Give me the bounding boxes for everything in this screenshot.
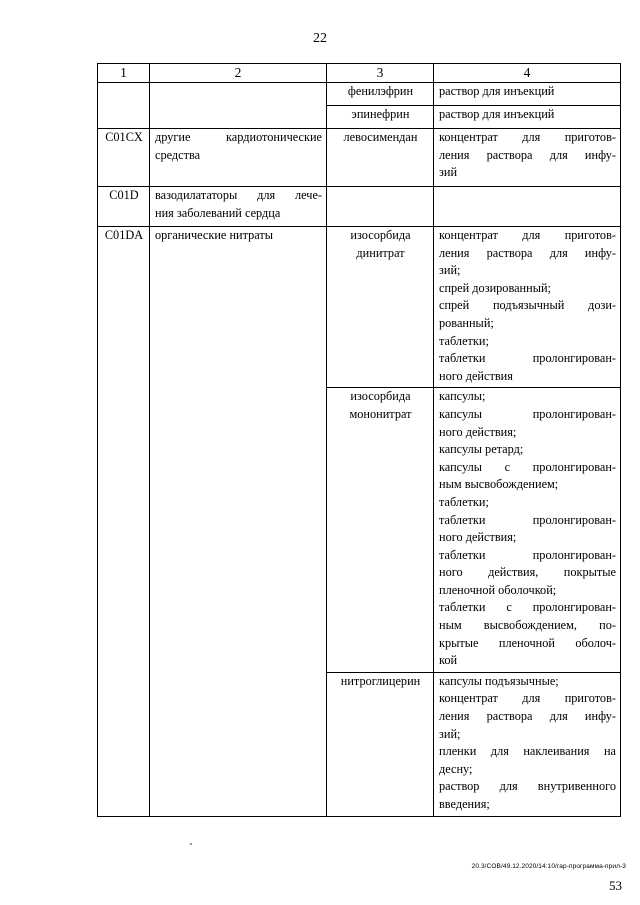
table-row [98, 129, 621, 187]
dosage-form-line: раствор для внутривенного [439, 779, 616, 794]
dosage-form-line: таблетки пролонгирован- [439, 547, 616, 562]
atc-code-cell: C01D [98, 187, 150, 227]
footer-reference: 20.3/COB/49.12.2020/14:10/гар-программа-прил-3 [471, 863, 626, 870]
dosage-form-line: кой [439, 653, 458, 668]
substance-line: динитрат [356, 245, 405, 260]
dosage-form-line: десну; [439, 761, 473, 776]
substance-line: фенилэфрин [347, 84, 414, 98]
group-line: ния заболеваний сердца [155, 205, 281, 220]
group-line: другие кардиотонические [155, 130, 322, 144]
dosage-form-line: капсулы подъязычные; [439, 673, 559, 688]
dosage-form-line: ления раствора для инфу- [439, 709, 616, 724]
substance-line: изосорбида [350, 228, 411, 242]
anatomical-group-cell [150, 187, 327, 227]
dosage-form-line: ным высвобождением, по- [439, 618, 616, 633]
page-number: 22 [313, 31, 327, 46]
dosage-form-line: зий; [439, 263, 461, 278]
dosage-form-line: крытые пленочной оболоч- [439, 635, 616, 650]
dosage-form-line: ного действия, покрытые [439, 565, 616, 580]
substance-cell [327, 83, 434, 106]
scan-speck [190, 843, 192, 845]
table-row [98, 83, 621, 106]
dosage-form-line: ления раствора для инфу- [439, 147, 616, 162]
substance-line: мононитрат [349, 406, 412, 421]
group-line: средства [155, 147, 201, 162]
dosage-form-line: ным высвобождением; [439, 477, 559, 492]
substance-line: нитроглицерин [340, 673, 421, 688]
substance-cell [327, 227, 434, 388]
substance-cell [327, 129, 434, 187]
substance-line: левосимендан [343, 130, 418, 144]
dosage-form-line: раствор для инъекций [439, 84, 555, 98]
dosage-form-cell [434, 187, 621, 227]
substance-line: изосорбида [350, 389, 411, 404]
dosage-form-line: зий; [439, 726, 461, 741]
dosage-form-line: ного действия; [439, 424, 517, 439]
dosage-form-line: таблетки пролонгирован- [439, 351, 616, 366]
table-row [98, 227, 621, 388]
substance-line: эпинефрин [351, 107, 410, 121]
dosage-form-line: ного действия; [439, 530, 517, 545]
dosage-form-cell [434, 106, 621, 129]
table-header-row [98, 64, 621, 83]
dosage-form-line: рованный; [439, 315, 494, 330]
table-row [98, 187, 621, 227]
anatomical-group-cell [150, 227, 327, 817]
substance-cell [327, 106, 434, 129]
dosage-form-line: таблетки с пролонгирован- [439, 600, 616, 615]
dosage-form-line: капсулы с пролонгирован- [439, 459, 616, 474]
dosage-form-line: концентрат для приготов- [439, 691, 616, 706]
anatomical-group-cell [150, 129, 327, 187]
dosage-form-cell [434, 227, 621, 388]
header-cell: 1 [98, 64, 150, 83]
header-cell: 4 [434, 64, 621, 83]
dosage-form-line: капсулы; [439, 389, 486, 404]
dosage-form-line: концентрат для приготов- [439, 130, 616, 144]
group-line: вазодилататоры для лече- [155, 188, 322, 202]
dosage-form-line: концентрат для приготов- [439, 228, 616, 242]
dosage-form-line: спрей дозированный; [439, 280, 551, 295]
group-line: органические нитраты [155, 228, 274, 242]
atc-code-cell: C01DA [98, 227, 150, 817]
dosage-form-line: капсулы ретард; [439, 442, 524, 457]
dosage-form-line: пленки для наклеивания на [439, 744, 616, 759]
dosage-form-line: таблетки; [439, 494, 489, 509]
anatomical-group-cell [150, 83, 327, 129]
dosage-form-line: спрей подъязычный дози- [439, 298, 616, 313]
substance-cell [327, 187, 434, 227]
dosage-form-cell [434, 388, 621, 673]
dosage-form-cell [434, 83, 621, 106]
dosage-form-line: капсулы пролонгирован- [439, 406, 616, 421]
dosage-form-line: раствор для инъекций [439, 107, 555, 121]
dosage-form-line: ления раствора для инфу- [439, 245, 616, 260]
substance-cell [327, 672, 434, 816]
drug-table [97, 63, 621, 817]
header-cell: 3 [327, 64, 434, 83]
dosage-form-line: введения; [439, 797, 490, 811]
dosage-form-line: таблетки пролонгирован- [439, 512, 616, 527]
atc-code-cell: C01CX [98, 129, 150, 187]
dosage-form-line: ного действия [439, 368, 513, 383]
dosage-form-line: таблетки; [439, 333, 489, 348]
substance-cell [327, 388, 434, 673]
footer-page-number: 53 [609, 878, 622, 893]
header-cell: 2 [150, 64, 327, 83]
atc-code-cell [98, 83, 150, 129]
dosage-form-cell [434, 129, 621, 187]
dosage-form-line: пленочной оболочкой; [439, 582, 557, 597]
dosage-form-cell [434, 672, 621, 816]
dosage-form-line: зий [439, 165, 458, 180]
